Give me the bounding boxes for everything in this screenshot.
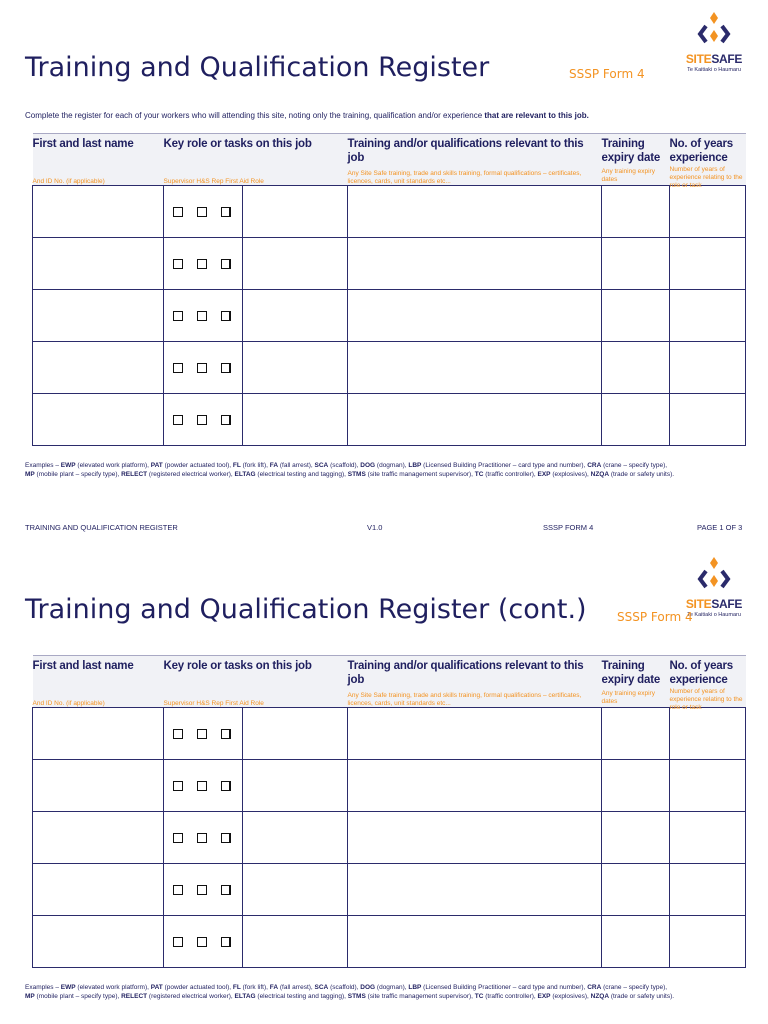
- checkbox-first-aid[interactable]: [221, 259, 231, 269]
- footer-page-number: PAGE 1 OF 3: [697, 523, 743, 532]
- col-years-header: No. of years experience Number of years of experience relating to the role or task: [670, 134, 746, 186]
- checkbox-first-aid[interactable]: [221, 363, 231, 373]
- role-checkbox-cell[interactable]: [164, 916, 243, 968]
- register-row: [33, 916, 746, 968]
- examples-note: [25, 461, 674, 479]
- col-name-header: First and last name And ID No. (if applicable): [33, 134, 164, 186]
- training-cell[interactable]: [348, 342, 602, 394]
- checkbox-supervisor[interactable]: [173, 781, 183, 791]
- name-cell[interactable]: [33, 864, 164, 916]
- years-cell[interactable]: [670, 864, 746, 916]
- role-other-cell[interactable]: [243, 186, 348, 238]
- role-checkbox-cell[interactable]: [164, 812, 243, 864]
- register-row: [33, 864, 746, 916]
- checkbox-first-aid[interactable]: [221, 781, 231, 791]
- role-checkbox-cell[interactable]: [164, 394, 243, 446]
- checkbox-first-aid[interactable]: [221, 833, 231, 843]
- col-name-header: First and last name And ID No. (if applicable): [33, 656, 164, 708]
- checkbox-hs-rep[interactable]: [197, 415, 207, 425]
- logo-tagline: Te Kaitiaki o Haumaru: [687, 612, 741, 618]
- page-title-cont: Training and Qualification Register (cont.): [25, 594, 587, 625]
- expiry-cell[interactable]: [602, 290, 670, 342]
- years-cell[interactable]: [670, 708, 746, 760]
- name-cell[interactable]: [33, 290, 164, 342]
- checkbox-first-aid[interactable]: [221, 207, 231, 217]
- footer-doc-name: TRAINING AND QUALIFICATION REGISTER: [25, 523, 178, 532]
- logo-tagline: Te Kaitiaki o Haumaru: [687, 67, 741, 73]
- examples-line-2: MP (mobile plant – specify type), RELECT (registered electrical worker), ELTAG (electrical testing and tagging), STMS (site traffic management supervisor), TC (traffic controller), EXP (explosives), NZQA (trade or safety units).: [25, 471, 675, 478]
- footer-version: V1.0: [367, 523, 383, 532]
- form-tag: SSSP Form 4: [617, 610, 693, 624]
- years-cell[interactable]: [670, 812, 746, 864]
- name-cell[interactable]: [33, 916, 164, 968]
- checkbox-supervisor[interactable]: [173, 833, 183, 843]
- examples-note: [25, 983, 674, 1001]
- checkbox-supervisor[interactable]: [173, 729, 183, 739]
- col-expiry-header: Training expiry date Any training expiry dates: [602, 134, 670, 186]
- checkbox-hs-rep[interactable]: [197, 259, 207, 269]
- checkbox-first-aid[interactable]: [221, 415, 231, 425]
- header-row: [33, 656, 746, 708]
- checkbox-first-aid[interactable]: [221, 311, 231, 321]
- checkbox-first-aid[interactable]: [221, 729, 231, 739]
- years-cell[interactable]: [670, 186, 746, 238]
- checkbox-hs-rep[interactable]: [197, 207, 207, 217]
- years-cell[interactable]: [670, 238, 746, 290]
- checkbox-supervisor[interactable]: [173, 259, 183, 269]
- sitesafe-logo-icon: [696, 555, 732, 595]
- expiry-cell[interactable]: [602, 186, 670, 238]
- col-years-header: No. of years experience Number of years of experience relating to the role or task: [670, 656, 746, 708]
- form-tag: SSSP Form 4: [569, 67, 645, 81]
- expiry-cell[interactable]: [602, 812, 670, 864]
- examples-line-2: MP (mobile plant – specify type), RELECT (registered electrical worker), ELTAG (electrical testing and tagging), STMS (site traffic management supervisor), TC (traffic controller), EXP (explosives), NZQA (trade or safety units).: [25, 993, 675, 1000]
- col-role-header: Key role or tasks on this job Supervisor H&S Rep First Aid Role: [164, 656, 348, 708]
- role-other-cell[interactable]: [243, 864, 348, 916]
- checkbox-hs-rep[interactable]: [197, 729, 207, 739]
- training-cell[interactable]: [348, 186, 602, 238]
- role-checkbox-cell[interactable]: [164, 342, 243, 394]
- name-cell[interactable]: [33, 342, 164, 394]
- register-row: [33, 342, 746, 394]
- sitesafe-logo-icon: [696, 10, 732, 50]
- role-other-cell[interactable]: [243, 342, 348, 394]
- examples-line-1: Examples – EWP (elevated work platform), PAT (powder actuated tool), FL (fork lift), FA (fall arrest), SCA (scaffold), DOG (dogman), LBP (Licensed Building Practitioner – card type and number), CRA (crane – specify type),: [25, 984, 668, 991]
- years-cell[interactable]: [670, 760, 746, 812]
- expiry-cell[interactable]: [602, 342, 670, 394]
- checkbox-hs-rep[interactable]: [197, 885, 207, 895]
- logo-brand-text: SITESAFE: [685, 597, 743, 611]
- role-other-cell[interactable]: [243, 916, 348, 968]
- header-row: [33, 134, 746, 186]
- intro-text: Complete the register for each of your workers who will attending this site, noting only the training, qualification and/or experience that are relevant to this job.: [25, 111, 589, 120]
- role-checkbox-cell[interactable]: [164, 760, 243, 812]
- register-row: [33, 708, 746, 760]
- role-checkbox-cell[interactable]: [164, 186, 243, 238]
- name-cell[interactable]: [33, 760, 164, 812]
- checkbox-supervisor[interactable]: [173, 885, 183, 895]
- role-other-cell[interactable]: [243, 394, 348, 446]
- expiry-cell[interactable]: [602, 864, 670, 916]
- training-cell[interactable]: [348, 238, 602, 290]
- role-checkbox-cell[interactable]: [164, 708, 243, 760]
- sitesafe-logo: [684, 10, 744, 80]
- sitesafe-logo: [684, 555, 744, 625]
- expiry-cell[interactable]: [602, 238, 670, 290]
- name-cell[interactable]: [33, 186, 164, 238]
- col-training-header: Training and/or qualifications relevant to this job Any Site Safe training, trade and skills training, formal qualifications – certificates, licences, cards, unit standards etc...: [348, 134, 602, 186]
- checkbox-hs-rep[interactable]: [197, 833, 207, 843]
- role-other-cell[interactable]: [243, 708, 348, 760]
- logo-brand-text: SITESAFE: [685, 52, 743, 66]
- checkbox-supervisor[interactable]: [173, 937, 183, 947]
- checkbox-first-aid[interactable]: [221, 885, 231, 895]
- checkbox-supervisor[interactable]: [173, 415, 183, 425]
- footer-form: SSSP FORM 4: [543, 523, 594, 532]
- role-other-cell[interactable]: [243, 760, 348, 812]
- checkbox-supervisor[interactable]: [173, 363, 183, 373]
- register-row: [33, 812, 746, 864]
- years-cell[interactable]: [670, 342, 746, 394]
- training-cell[interactable]: [348, 864, 602, 916]
- register-row: [33, 394, 746, 446]
- col-role-header: Key role or tasks on this job Supervisor H&S Rep First Aid Role: [164, 134, 348, 186]
- checkbox-hs-rep[interactable]: [197, 363, 207, 373]
- name-cell[interactable]: [33, 238, 164, 290]
- examples-line-1: Examples – EWP (elevated work platform), PAT (powder actuated tool), FL (fork lift), FA (fall arrest), SCA (scaffold), DOG (dogman), LBP (Licensed Building Practitioner – card type and number), CRA (crane – specify type),: [25, 462, 668, 469]
- training-cell[interactable]: [348, 812, 602, 864]
- role-checkbox-cell[interactable]: [164, 290, 243, 342]
- expiry-cell[interactable]: [602, 394, 670, 446]
- training-cell[interactable]: [348, 708, 602, 760]
- register-table: [32, 133, 746, 446]
- checkbox-first-aid[interactable]: [221, 937, 231, 947]
- register-row: [33, 760, 746, 812]
- register-row: [33, 238, 746, 290]
- training-cell[interactable]: [348, 394, 602, 446]
- register-row: [33, 186, 746, 238]
- page-title: Training and Qualification Register: [25, 52, 490, 83]
- years-cell[interactable]: [670, 916, 746, 968]
- role-checkbox-cell[interactable]: [164, 864, 243, 916]
- role-checkbox-cell[interactable]: [164, 238, 243, 290]
- name-cell[interactable]: [33, 812, 164, 864]
- checkbox-hs-rep[interactable]: [197, 311, 207, 321]
- name-cell[interactable]: [33, 394, 164, 446]
- checkbox-supervisor[interactable]: [173, 207, 183, 217]
- name-cell[interactable]: [33, 708, 164, 760]
- expiry-cell[interactable]: [602, 916, 670, 968]
- col-training-header: Training and/or qualifications relevant to this job Any Site Safe training, trade and skills training, formal qualifications – certificates, licences, cards, unit standards etc...: [348, 656, 602, 708]
- checkbox-supervisor[interactable]: [173, 311, 183, 321]
- checkbox-hs-rep[interactable]: [197, 937, 207, 947]
- role-other-cell[interactable]: [243, 238, 348, 290]
- register-row: [33, 290, 746, 342]
- years-cell[interactable]: [670, 394, 746, 446]
- expiry-cell[interactable]: [602, 760, 670, 812]
- role-other-cell[interactable]: [243, 812, 348, 864]
- col-expiry-header: Training expiry date Any training expiry dates: [602, 656, 670, 708]
- training-cell[interactable]: [348, 916, 602, 968]
- training-cell[interactable]: [348, 290, 602, 342]
- role-other-cell[interactable]: [243, 290, 348, 342]
- training-cell[interactable]: [348, 760, 602, 812]
- checkbox-hs-rep[interactable]: [197, 781, 207, 791]
- register-table: [32, 655, 746, 968]
- years-cell[interactable]: [670, 290, 746, 342]
- expiry-cell[interactable]: [602, 708, 670, 760]
